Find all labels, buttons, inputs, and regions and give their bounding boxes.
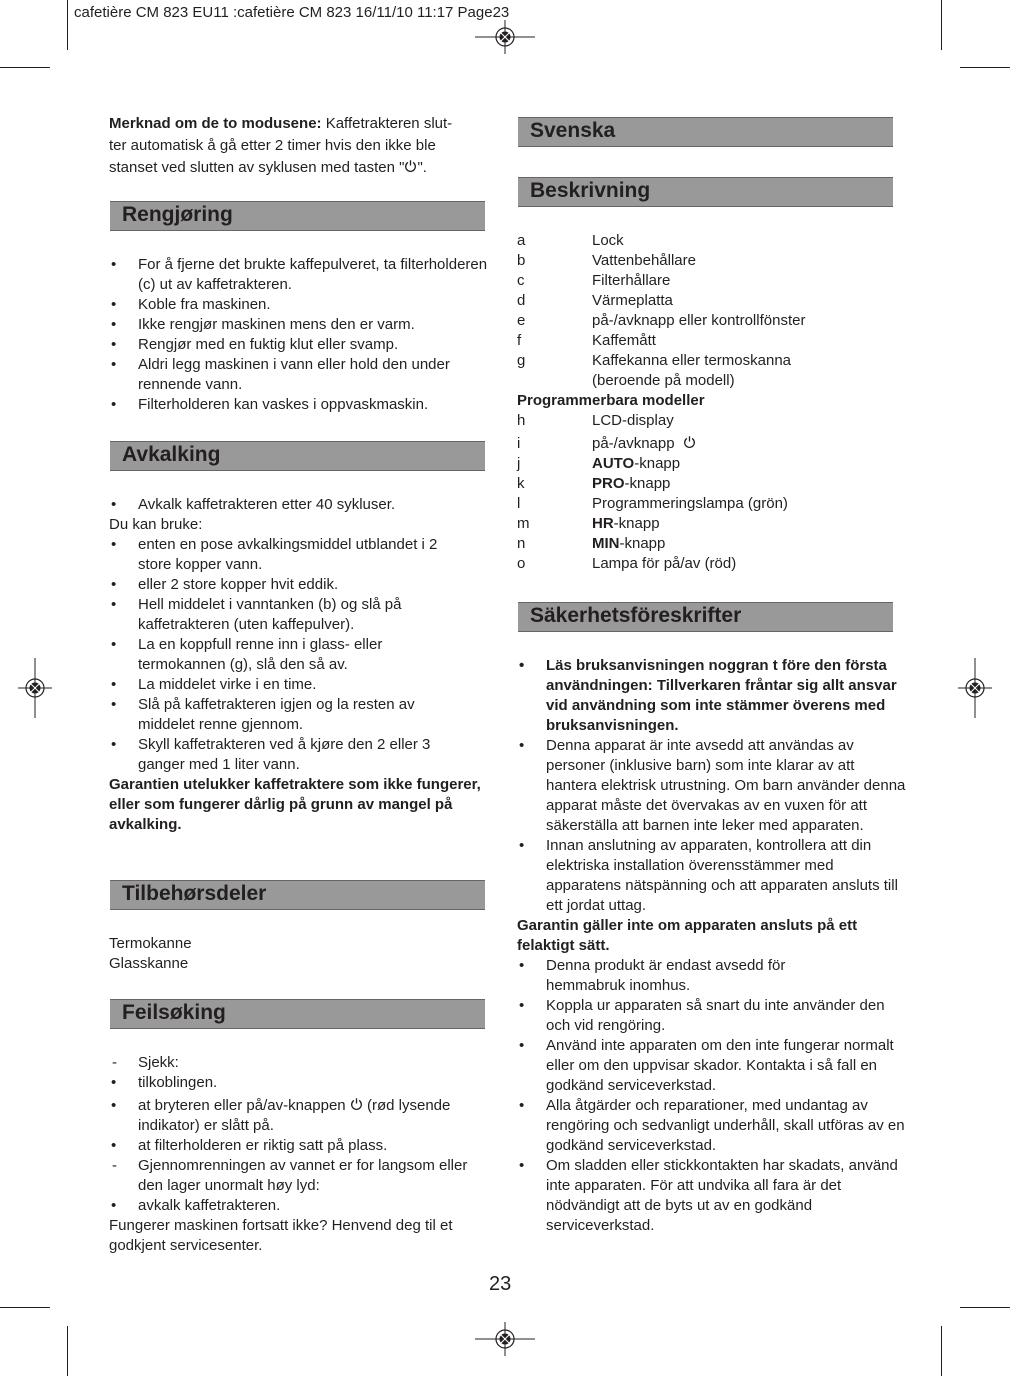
power-icon [404,159,417,173]
crop-mark [941,1326,942,1376]
section-header-tilbehor [110,880,485,910]
section-title: Tilbehørsdeler [122,882,267,905]
table-row [517,311,805,331]
table-row [517,494,805,514]
part-label: Kaffekanna eller termoskanna [592,352,792,369]
part-label: Programmeringslampa (grön) [592,495,788,512]
crop-mark [0,67,50,68]
table-row [517,371,805,391]
part-label [592,431,805,454]
table-row [517,431,805,454]
list-item: • Filterholderen kan vaskes i oppvaskmaskin. [109,395,494,415]
list-item: • Denna apparat är inte avsedd att användas av personer (inklusive barn) som inte klarar av att hantera elektrisk utrustning. Om barn använder denna apparat måste det övervakas av en vuxen för att säkerställa att barnen inte leker med apparaten. [517,736,907,836]
sakerhet-content [517,656,907,1236]
sakerhet-warning: Garantin gäller inte om apparaten ansluts på ett felaktigt sätt. [517,917,858,954]
list-item: • Slå på kaffetrakteren igjen og la resten av middelet renne gjennom. [109,695,494,735]
note-text: ". [417,159,427,176]
list-item: • Använd inte apparaten om den inte fungerar normalt eller om den uppvisar skador. Kontakta i så fall en godkänd serviceverkstad. [517,1036,907,1096]
crop-mark [0,1307,50,1308]
part-label: Lampa för på/av (röd) [592,555,737,572]
table-row [517,411,805,431]
table-row [517,231,805,251]
avkalking-content [109,495,494,835]
part-label-text: -knapp [613,515,660,532]
part-label: Filterhållare [592,272,671,289]
list-item: • tilkoblingen. [109,1073,499,1093]
list-item: • Avkalk kaffetrakteren etter 40 sykluser. [109,495,494,515]
part-key: a [517,232,526,249]
part-label-text: -knapp [634,455,681,472]
list-item: • Koble fra maskinen. [109,295,494,315]
table-row [517,534,805,554]
registration-mark-icon [958,658,992,718]
table-row [517,291,805,311]
part-label [592,514,805,534]
registration-mark-icon [475,20,535,54]
beskrivning-content [517,231,907,574]
feilsoking-content [109,1053,499,1256]
part-key: c [517,272,525,289]
avkalking-intro: Du kan bruke: [109,516,203,533]
part-key: n [517,535,526,552]
table-row [517,554,805,574]
section-header-avkalking [110,441,485,471]
part-key: l [517,495,521,512]
list-item: • Alla åtgärder och reparationer, med undantag av rengöring och sedvanligt underhåll, skall utföras av en godkänd serviceverkstad. [517,1096,907,1156]
power-icon [683,435,696,449]
note-text: stanset ved slutten av syklusen med tasten " [109,159,405,176]
list-item: • Om sladden eller stickkontakten har skadats, använd inte apparaten. För att undvika all fara är det nödvändigt att de byts ut av en godkänd serviceverkstad. [517,1156,907,1236]
part-key: b [517,252,526,269]
part-label: LCD-display [592,412,674,429]
list-item: • enten en pose avkalkingsmiddel utblandet i 2 store kopper vann. [109,535,494,575]
part-label: Vattenbehållare [592,252,696,269]
part-key: j [517,455,521,472]
list-item-text: at bryteren eller på/av-knappen [138,1097,346,1114]
registration-mark-icon [18,658,52,718]
part-key: f [517,332,522,349]
list-item: - Sjekk: [109,1053,499,1073]
list-item: • Ikke rengjør maskinen mens den er varm. [109,315,494,335]
registration-mark-icon [475,1322,535,1356]
section-title: Svenska [530,119,616,142]
section-title: Avkalking [122,443,221,466]
crop-mark [960,67,1010,68]
part-label [592,534,805,554]
list-item: • La en koppfull renne inn i glass- eller termokannen (g), slå den så av. [109,635,494,675]
page-number: 23 [489,1273,512,1295]
programmable-heading: Programmerbara modeller [517,392,705,409]
part-key [517,371,592,391]
list-item-text: (rød lysende indikator) er slått på. [138,1097,451,1134]
accessory-item: Termokanne [109,935,192,952]
list-item: • For å fjerne det brukte kaffepulveret, ta filterholderen (c) ut av kaffetrakteren. [109,255,494,295]
crop-mark [941,0,942,50]
part-key: o [517,555,526,572]
note-text: Kaffetrakteren slut- [321,115,453,132]
accessory-item: Glasskanne [109,955,189,972]
section-title: Feilsøking [122,1001,226,1024]
part-key: d [517,292,526,309]
part-label [592,474,805,494]
part-label-text: på-/avknapp [592,435,675,452]
list-item: • at filterholderen er riktig satt på plass. [109,1136,499,1156]
button-name: HR [592,515,614,532]
part-label-text: -knapp [619,535,666,552]
part-key: e [517,312,526,329]
rengjoring-list [109,255,494,415]
button-name: AUTO [592,455,635,472]
crop-mark [67,0,68,50]
list-item: • Skyll kaffetrakteren ved å kjøre den 2 eller 3 ganger med 1 liter vann. [109,735,494,775]
part-label: på-/avknapp eller kontrollfönster [592,312,806,329]
list-item: • Aldri legg maskinen i vann eller hold den under rennende vann. [109,355,494,395]
list-item: • Innan anslutning av apparaten, kontrollera att din elektriska installation överensstämmer med apparatens nätspänning och att apparaten ansluts till ett jordat uttag. [517,836,907,916]
note-paragraph [109,113,494,179]
table-row [517,351,805,371]
table-row [517,251,805,271]
button-name: PRO [592,475,625,492]
section-header-svenska [518,117,893,147]
part-key: i [517,435,521,452]
part-label [592,454,805,474]
list-item: • eller 2 store kopper hvit eddik. [109,575,494,595]
part-label: Kaffemått [592,332,656,349]
list-item: • Läs bruksanvisningen noggran t före den första användningen: Tillverkaren fråntar sig allt ansvar vid användning som inte stämmer överens med bruksanvisningen. [517,656,907,736]
table-row [517,331,805,351]
part-label: Lock [592,232,624,249]
list-item [109,1096,499,1136]
part-key: g [517,352,526,369]
note-bold: Merknad om de to modusene: [109,115,322,132]
table-row [517,514,805,534]
print-header: cafetière CM 823 EU11 :cafetière CM 823 16/11/10 11:17 Page23 [74,4,510,21]
section-header-beskrivning [518,177,893,207]
section-title: Rengjøring [122,203,233,226]
tilbehor-list [109,934,494,974]
list-item: • Hell middelet i vanntanken (b) og slå på kaffetrakteren (uten kaffepulver). [109,595,494,635]
part-label: Värmeplatta [592,292,673,309]
crop-mark [960,1307,1010,1308]
section-header-sakerhet [518,602,893,632]
part-key: h [517,412,526,429]
list-item: - Gjennomrenningen av vannet er for langsom eller den lager unormalt høy lyd: [109,1156,499,1196]
section-title: Beskrivning [530,179,651,202]
table-row [517,474,805,494]
table-row [517,454,805,474]
crop-mark [67,1326,68,1376]
part-key: m [517,515,530,532]
part-label: (beroende på modell) [592,372,735,389]
table-row [517,271,805,291]
part-label-text: -knapp [624,475,671,492]
list-item: • La middelet virke i en time. [109,675,494,695]
list-item: • avkalk kaffetrakteren. [109,1196,499,1216]
list-item: • Denna produkt är endast avsedd för hemmabruk inomhus. [517,956,907,996]
feilsoking-footer: Fungerer maskinen fortsatt ikke? Henvend deg til et godkjent servicesenter. [109,1217,453,1254]
part-key: k [517,475,525,492]
avkalking-warning: Garantien utelukker kaffetraktere som ikke fungerer, eller som fungerer dårlig på grunn av mangel på avkalking. [109,776,481,833]
list-item: • Rengjør med en fuktig klut eller svamp. [109,335,494,355]
table-row [517,391,805,411]
section-title: Säkerhetsföreskrifter [530,604,742,627]
button-name: MIN [592,535,620,552]
note-text: ter automatisk å gå etter 2 timer hvis den ikke ble [109,137,436,154]
section-header-rengjoring [110,201,485,231]
list-item: • Koppla ur apparaten så snart du inte använder den och vid rengöring. [517,996,907,1036]
section-header-feilsoking [110,999,485,1029]
power-icon [350,1097,363,1111]
parts-table [517,231,805,574]
